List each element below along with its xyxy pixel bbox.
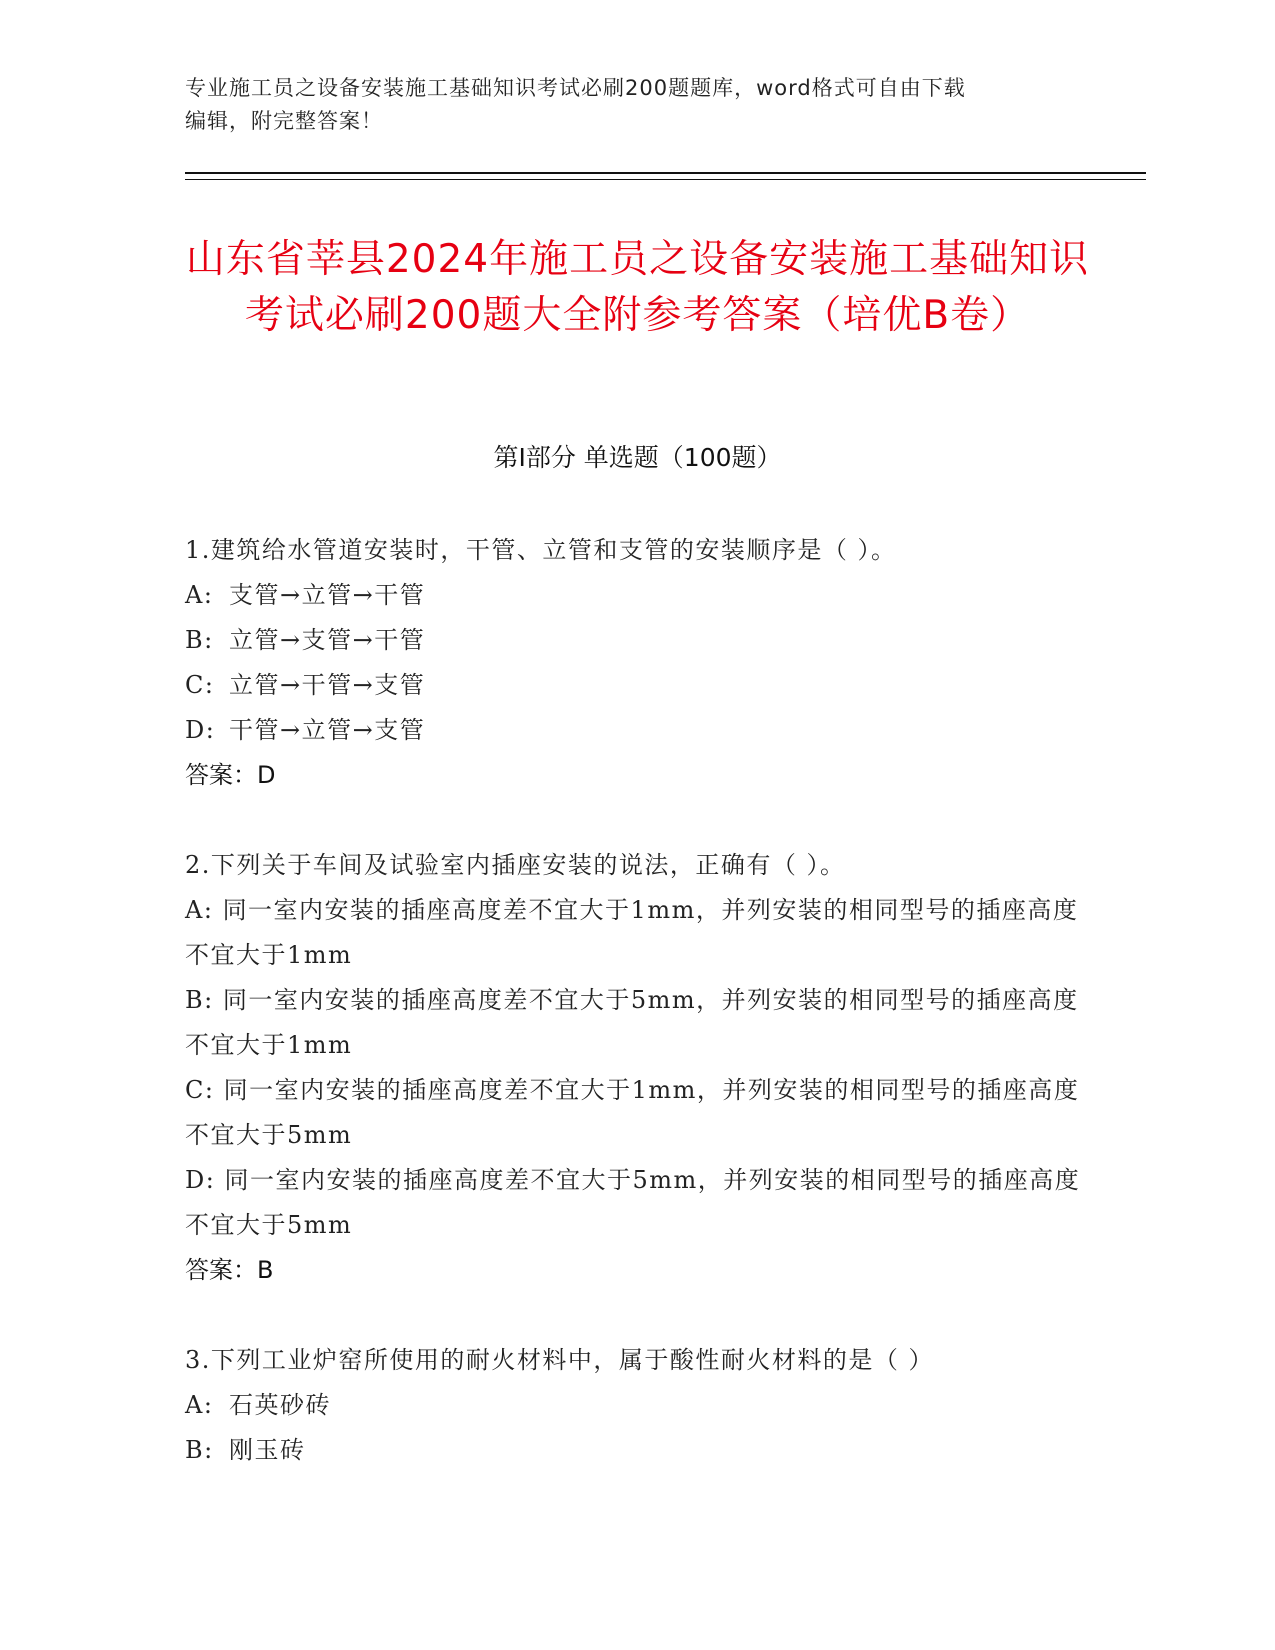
option-letter: C: [185,1076,215,1104]
option-text: 同一室内安装的插座高度差不宜大于5mm，并列安装的相同型号的插座高度不宜大于5mm [185,1166,1081,1239]
header-note [185,72,1085,138]
answer-line: 答案：B [185,1256,274,1284]
question-stem: 2.下列关于车间及试验室内插座安装的说法，正确有（ ）。 [185,851,846,879]
option-a [185,1383,1090,1428]
question-3 [185,1338,1090,1473]
header-note-line2: 编辑，附完整答案！ [185,109,383,133]
option-text: 立管→支管→干管 [229,626,426,654]
option-text: 立管→干管→支管 [229,671,426,699]
option-text: 同一室内安装的插座高度差不宜大于5mm，并列安装的相同型号的插座高度不宜大于1mm [185,986,1079,1059]
option-text: 支管→立管→干管 [229,581,426,609]
header-divider-thin [185,179,1146,180]
option-letter: D: [185,1166,216,1194]
option-a [185,888,1090,978]
option-letter: A: [185,581,214,609]
option-d [185,708,1090,753]
option-b [185,618,1090,663]
option-b [185,1428,1090,1473]
option-text: 石英砂砖 [229,1391,331,1419]
option-a [185,573,1090,618]
option-letter: D: [185,716,216,744]
question-1 [185,528,1090,798]
option-text: 刚玉砖 [229,1436,306,1464]
option-text: 同一室内安装的插座高度差不宜大于1mm，并列安装的相同型号的插座高度不宜大于5mm [185,1076,1080,1149]
document-title: 山东省莘县2024年施工员之设备安装施工基础知识考试必刷200题大全附参考答案（培优B卷） [185,237,1090,338]
option-letter: A: [185,1391,214,1419]
header-divider-thick [185,172,1146,174]
option-text: 干管→立管→支管 [229,716,426,744]
section-heading: 第Ⅰ部分 单选题（100题） [493,443,782,472]
option-b [185,978,1090,1068]
question-list [185,528,1090,1518]
option-c [185,1068,1090,1158]
option-letter: A: [185,896,214,924]
option-letter: B: [185,986,214,1014]
header-note-line1: 专业施工员之设备安装施工基础知识考试必刷200题题库，word格式可自由下载 [185,76,966,100]
question-2 [185,843,1090,1293]
question-stem: 3.下列工业炉窑所使用的耐火材料中，属于酸性耐火材料的是（ ） [185,1346,935,1374]
option-letter: B: [185,626,214,654]
option-letter: C: [185,671,215,699]
question-stem: 1.建筑给水管道安装时，干管、立管和支管的安装顺序是（ ）。 [185,536,897,564]
option-d [185,1158,1090,1248]
option-letter: B: [185,1436,214,1464]
answer-line: 答案：D [185,761,276,789]
option-c [185,663,1090,708]
option-text: 同一室内安装的插座高度差不宜大于1mm，并列安装的相同型号的插座高度不宜大于1mm [185,896,1079,969]
